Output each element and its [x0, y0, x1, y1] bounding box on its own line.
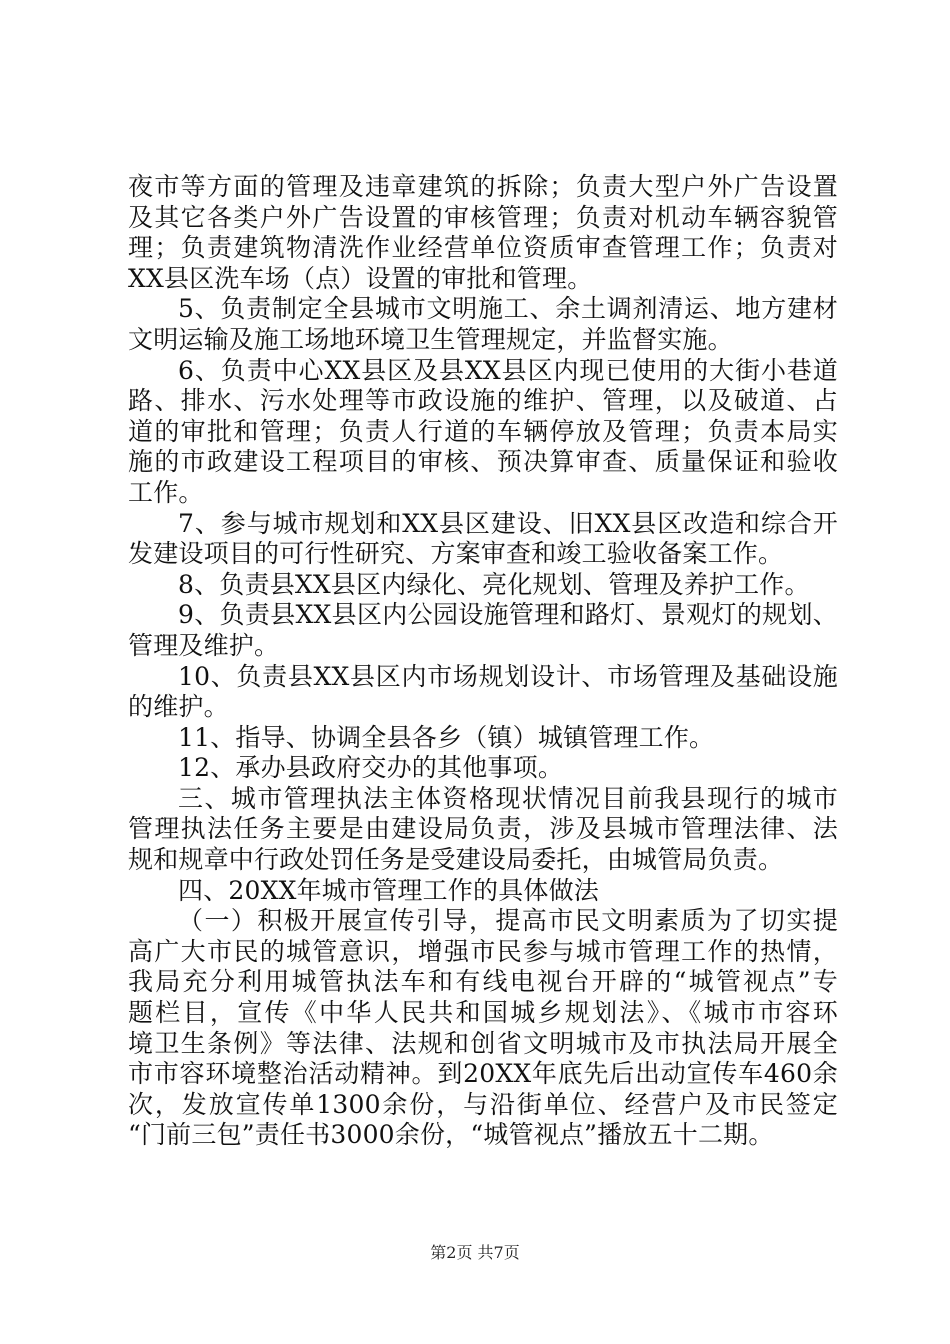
page-footer: 第2页 共7页	[430, 1243, 520, 1262]
text-line: 及其它各类户外广告设置的审核管理；负责对机动车辆容貌管	[128, 202, 838, 232]
text-line: 题栏目，宣传《中华人民共和国城乡规划法》、《城市市容环	[128, 998, 838, 1028]
text-line: 9、负责县XX县区内公园设施管理和路灯、景观灯的规划、	[178, 600, 838, 630]
text-line: 10、负责县XX县区内市场规划设计、市场管理及基础设施	[178, 661, 838, 691]
text-line: 路、排水、污水处理等市政设施的维护、管理，以及破道、占	[128, 386, 838, 416]
text-line: 三、城市管理执法主体资格现状情况目前我县现行的城市	[178, 783, 838, 813]
text-line: 7、参与城市规划和XX县区建设、旧XX县区改造和综合开	[178, 508, 838, 538]
text-line: 管理执法任务主要是由建设局负责，涉及县城市管理法律、法	[128, 814, 838, 844]
text-line: 夜市等方面的管理及违章建筑的拆除；负责大型户外广告设置	[128, 172, 838, 201]
text-line: 文明运输及施工场地环境卫生管理规定，并监督实施。	[128, 324, 733, 354]
text-line: 理；负责建筑物清洗作业经营单位资质审查管理工作；负责对	[128, 233, 838, 263]
text-line: XX县区洗车场（点）设置的审批和管理。	[128, 263, 593, 293]
text-line: 高广大市民的城管意识，增强市民参与城市管理工作的热情，	[128, 936, 838, 966]
text-line: “门前三包”责任书3000余份，“城管视点”播放五十二期。	[128, 1120, 774, 1150]
text-line: 5、负责制定全县城市文明施工、余土调剂清运、地方建材	[178, 294, 838, 324]
text-line: 规和规章中行政处罚任务是受建设局委托，由城管局负责。	[128, 845, 784, 875]
text-line: 11、指导、协调全县各乡（镇）城镇管理工作。	[178, 722, 715, 752]
text-line: 施的市政建设工程项目的审核、预决算审查、质量保证和验收	[128, 447, 838, 477]
document-body	[128, 172, 838, 1151]
text-line: 6、负责中心XX县区及县XX县区内现已使用的大街小巷道	[178, 355, 838, 385]
text-line: 12、承办县政府交办的其他事项。	[178, 753, 564, 783]
text-line: 我局充分利用城管执法车和有线电视台开辟的“城管视点”专	[128, 967, 838, 997]
text-line: 市市容环境整治活动精神。到20XX年底先后出动宣传车460余	[128, 1059, 838, 1089]
text-line: 四、20XX年城市管理工作的具体做法	[178, 875, 600, 905]
text-line: 境卫生条例》等法律、法规和创省文明城市及市执法局开展全	[128, 1028, 838, 1058]
text-line: 管理及维护。	[128, 630, 280, 660]
text-line: 8、负责县XX县区内绿化、亮化规划、管理及养护工作。	[178, 569, 810, 599]
text-line: 道的审批和管理；负责人行道的车辆停放及管理；负责本局实	[128, 416, 838, 446]
text-line: 的维护。	[128, 692, 229, 722]
text-line: 次，发放宣传单1300余份，与沿街单位、经营户及市民签定	[128, 1089, 838, 1119]
text-line: 发建设项目的可行性研究、方案审查和竣工验收备案工作。	[128, 539, 784, 569]
text-line: 工作。	[128, 477, 204, 507]
text-line: （一）积极开展宣传引导，提高市民文明素质为了切实提	[178, 906, 838, 936]
